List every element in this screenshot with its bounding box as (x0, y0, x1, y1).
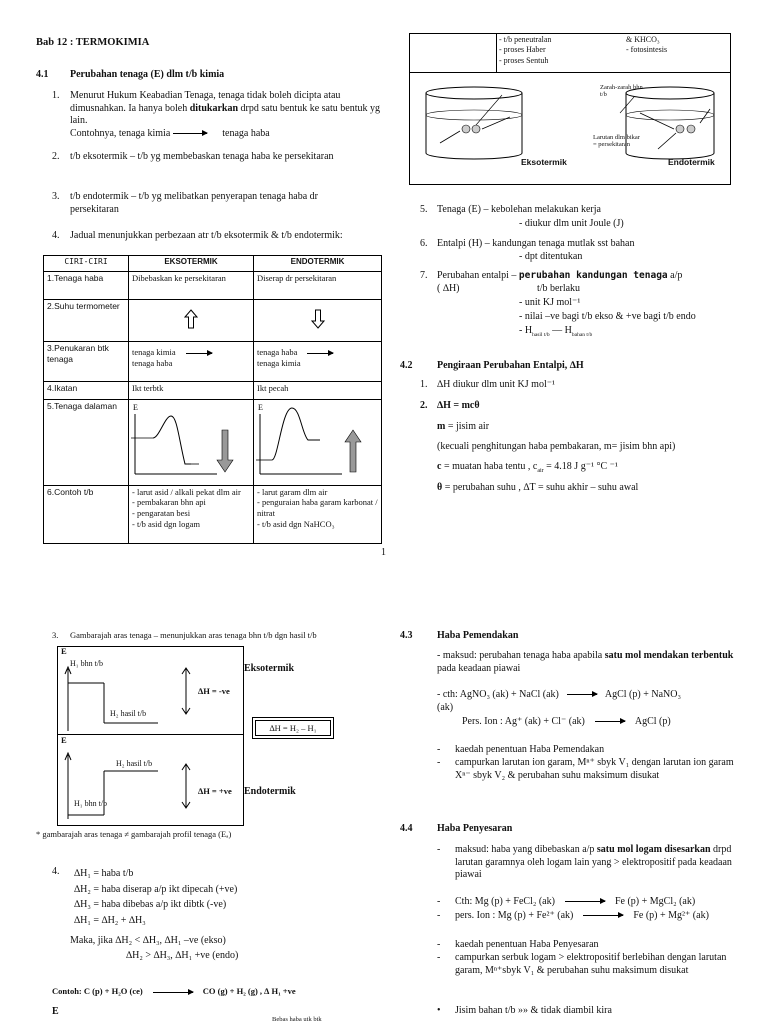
section-4-4-title: Haba Penyesaran (437, 823, 513, 834)
s42-item-number: 1. (420, 379, 428, 390)
point-7-line: - unit KJ mol⁻¹ (519, 297, 581, 308)
point-4-text: Jadual menunjukkan perbezaan atr t/b eksotermik & t/b endotermik: (70, 230, 343, 241)
endothermic-energy-profile (254, 400, 379, 482)
h2-label: H₂ hasil t/b (116, 759, 153, 768)
point-1-example: Contohnya, tenaga kimia tenaga haba (70, 128, 270, 139)
table-cell: Diserap dr persekitaran (254, 272, 382, 300)
s43-example-tail: (ak) (437, 702, 454, 713)
right-arrow-icon (567, 694, 597, 695)
h1-label: H₁ bhn t/b (74, 799, 108, 808)
delta-h-positive: ∆H = +ve (198, 786, 232, 796)
point-2-text: t/b eksotermik – t/b yg membebaskan tenaga haba ke persekitaran (70, 151, 334, 162)
formula-box (252, 717, 334, 739)
table-cell: & KHCO₃ - fotosintesis (626, 35, 668, 55)
table-cell: - t/b peneutralan - proses Haber - proses Sentuh (499, 35, 552, 65)
section-4-1-title: Perubahan tenaga (E) dlm t/b kimia (70, 69, 225, 80)
s42-note: (kecuali penghitungan haba pembakaran, m= jisim bhn api) (437, 441, 676, 452)
maka-line: Maka, jika ∆H₂ < ∆H₃, ∆H₁ –ve (ekso) (70, 935, 226, 946)
point-2-number: 2. (52, 151, 60, 162)
table-header: EKSOTERMIK (129, 256, 254, 272)
table-cell (129, 400, 254, 486)
point-6-number: 6. (420, 238, 428, 249)
table-cell (129, 485, 254, 543)
s43-ionic-equation: Pers. Ion : Ag⁺ (ak) + Cl⁻ (ak) AgCl (p) (462, 716, 671, 727)
exothermic-label: Eksotermik (244, 663, 294, 674)
bullet-dash: - (437, 844, 441, 855)
page-number: 1 (381, 547, 386, 558)
section-4-2-number: 4.2 (400, 360, 413, 371)
p2-point-4-number: 4. (52, 866, 60, 877)
axis-e-label: E (133, 403, 138, 412)
h1-label: H₁ bhn t/b (70, 659, 104, 668)
point-6-sub: - dpt ditentukan (519, 251, 583, 262)
s43-bullet: campurkan larutan ion garam, Mⁿ⁺ sbyk V₁ dengan larutan ion garam Xⁿ⁻ sbyk V₂ & perubahan suhu maksimum disukat (455, 757, 734, 781)
table-cell: Ikt pecah (254, 382, 382, 400)
s44-bullet: kaedah penentuan Haba Penyesaran (455, 939, 599, 950)
beaker-annotation: Larutan dlm bikar = persekitaran (593, 134, 640, 149)
s44-final-bullet: Jisim bahan t/b »» & tidak diambil kira (455, 1005, 612, 1016)
s42-var-theta: θ = perubahan suhu , ∆T = suhu akhir – suhu awal (437, 482, 639, 493)
s44-example: Cth: Mg (p) + FeCl₂ (ak) Fe (p) + MgCl₂ (ak) (455, 896, 696, 907)
point-7-text: Perubahan entalpi – perubahan kandungan tenaga a/p (437, 270, 683, 281)
point-5-text: Tenaga (E) – kebolehan melakukan kerja (437, 204, 601, 215)
table-cell: 6.Contoh t/b (44, 485, 129, 543)
point-5-sub: - diukur dlm unit Joule (J) (519, 218, 624, 229)
section-4-4-number: 4.4 (400, 823, 413, 834)
delta-h-negative: ∆H = -ve (198, 686, 230, 696)
exothermic-energy-profile (129, 400, 247, 482)
section-4-1-number: 4.1 (36, 69, 49, 80)
table-cell (129, 300, 254, 342)
point-3-number: 3. (52, 191, 60, 202)
s42-var-m: m = jisim air (437, 421, 490, 432)
list-item: - t/b asid dgn NaHCO₃ (257, 518, 335, 529)
axis-e-label: E (61, 646, 67, 656)
table-header: CIRI-CIRI (44, 256, 129, 272)
list-item: - pembakaran bhn api (132, 497, 206, 508)
up-arrow-icon (345, 430, 361, 472)
point-7-line: - $H_{hasil t/b}$ — $H_{bahan t/b}$ (519, 325, 593, 338)
double-arrow-icon (178, 762, 194, 810)
list-item: - t/b asid dgn logam (132, 518, 200, 529)
double-arrow-icon (178, 666, 194, 716)
table-cell: tenaga kimia tenaga haba (129, 342, 254, 382)
maka-line: ∆H₂ > ∆H₃, ∆H₁ +ve (endo) (126, 950, 239, 961)
h2-label: H₂ hasil t/b (110, 709, 147, 718)
chapter-title: Bab 12 : TERMOKIMIA (36, 37, 150, 48)
right-arrow-icon (595, 721, 625, 722)
table-cell: Ikt terbtk (129, 382, 254, 400)
bullet-dot: • (437, 1005, 441, 1016)
bullet-dash: - (437, 757, 441, 768)
list-item: - larut asid / alkali pekat dlm air (132, 486, 241, 497)
axis-e-label: E (52, 1006, 59, 1017)
beaker-annotation: Zarah-zarah bhn t/b (600, 84, 643, 99)
right-arrow-icon (583, 915, 623, 916)
table-header: ENDOTERMIK (254, 256, 382, 272)
table-cell: 5.Tenaga dalaman (44, 400, 129, 486)
contoh-equation: Contoh: C (p) + H₂O (ce) CO (g) + H₂ (g) , ∆ H₁ +ve (52, 986, 296, 996)
p2-point-3-number: 3. (52, 630, 59, 640)
comparison-table (43, 255, 382, 544)
s44-ionic-equation: pers. Ion : Mg (p) + Fe²⁺ (ak) Fe (p) + Mg²⁺ (ak) (455, 910, 709, 921)
endothermic-label: Endotermik (668, 157, 715, 167)
continued-table (409, 33, 731, 185)
exothermic-label: Eksotermik (521, 157, 567, 167)
point-6-text: Entalpi (H) – kandungan tenaga mutlak sst bahan (437, 238, 635, 249)
bullet-dash: - (437, 939, 441, 950)
s42-item: ∆H diukur dlm unit KJ mol⁻¹ (437, 379, 556, 390)
point-1-text: Menurut Hukum Keabadian Tenaga, tenaga tidak boleh dicipta atau dimusnahkan. Ia hanya boleh ditukarkan drpd satu bentuk ke satu bentuk yg lain. (70, 90, 380, 126)
point-3-text: t/b endotermik – t/b yg melibatkan penyerapan tenaga haba dr persekitaran (70, 191, 318, 215)
endothermic-label: Endotermik (244, 786, 296, 797)
list-item: - pengaratan besi (132, 507, 191, 518)
down-arrow-icon (311, 309, 325, 329)
table-cell (254, 300, 382, 342)
right-arrow-icon (565, 901, 605, 902)
point-1-number: 1. (52, 90, 60, 101)
table-cell (254, 485, 382, 543)
section-4-3-title: Haba Pemendakan (437, 630, 519, 641)
axis-e-label: E (61, 735, 67, 745)
s43-bullet: kaedah penentuan Haba Pemendakan (455, 744, 605, 755)
right-arrow-icon (153, 992, 193, 993)
bullet-dash: - (437, 744, 441, 755)
point-5-number: 5. (420, 204, 428, 215)
right-arrow-icon (173, 133, 207, 134)
table-cell: 4.Ikatan (44, 382, 129, 400)
right-arrow-icon (307, 353, 333, 354)
bullet-dash: - (437, 896, 441, 907)
up-arrow-icon (184, 309, 198, 329)
table-cell: Dibebaskan ke persekitaran (129, 272, 254, 300)
s43-definition: - maksud: perubahan tenaga haba apabila satu mol mendakan terbentuk pada keadaan piawai (437, 650, 734, 674)
list-item: - larut garam dlm air (257, 486, 328, 497)
s42-formula: ∆H = mcθ (437, 400, 480, 411)
bullet-dash: - (437, 952, 441, 963)
bottom-note: Bebas haba utk btk (272, 1016, 322, 1023)
section-4-3-number: 4.3 (400, 630, 413, 641)
point-7-line: - nilai –ve bagi t/b ekso & +ve bagi t/b endo (519, 311, 696, 322)
down-arrow-icon (217, 430, 233, 472)
table-cell: 2.Suhu termometer (44, 300, 129, 342)
p2-point-4-list: ∆H₁ = haba t/b ∆H₂ = haba diserap a/p ikt dipecah (+ve) ∆H₃ = haba dibebas a/p ikt dibtk (-ve) ∆H₁ = ∆H₂ + ∆H₃ (74, 868, 238, 926)
s42-var-c: c = muatan haba tentu , $c_{air} = 4.18$ J g⁻¹ °C ⁻¹ (437, 461, 618, 474)
point-7-delta-h: ( ∆H) (437, 283, 460, 294)
right-arrow-icon (186, 353, 212, 354)
s43-example: - cth: AgNO₃ (ak) + NaCl (ak) AgCl (p) + NaNO₃ (437, 689, 681, 700)
table-cell: 3.Penukaran btk tenaga (44, 342, 129, 382)
table-cell: 1.Tenaga haba (44, 272, 129, 300)
s42-item-number: 2. (420, 400, 428, 411)
s44-bullet: campurkan serbuk logam > elektropositif berlebihan dengan larutan garam, Mⁿ⁺sbyk V₁ & perubahan suhu maksimum disukat (455, 952, 727, 976)
point-4-number: 4. (52, 230, 60, 241)
bullet-dash: - (437, 910, 441, 921)
table-cell (254, 400, 382, 486)
p2-point-3-text: Gambarajah aras tenaga – menunjukkan aras tenaga bhn t/b dgn hasil t/b (70, 630, 317, 640)
point-7-line: t/b berlaku (537, 283, 581, 294)
s44-definition: maksud: haba yang dibebaskan a/p satu mol logam disesarkan drpd larutan garamnya oleh logam lain yang > elektropositif pada keadaan piawai (455, 844, 732, 880)
section-4-2-title: Pengiraan Perubahan Entalpi, ∆H (437, 360, 584, 371)
formula-text: ∆H = H₂ – H₁ (255, 720, 331, 736)
axis-e-label: E (258, 403, 263, 412)
energy-level-diagram (57, 646, 244, 826)
list-item: - penguraian haba garam karbonat / nitrat (257, 497, 378, 518)
footnote: * gambarajah aras tenaga ≠ gambarajah profil tenaga (Eₐ) (36, 829, 232, 839)
table-cell: tenaga haba tenaga kimia (254, 342, 382, 382)
point-7-number: 7. (420, 270, 428, 281)
